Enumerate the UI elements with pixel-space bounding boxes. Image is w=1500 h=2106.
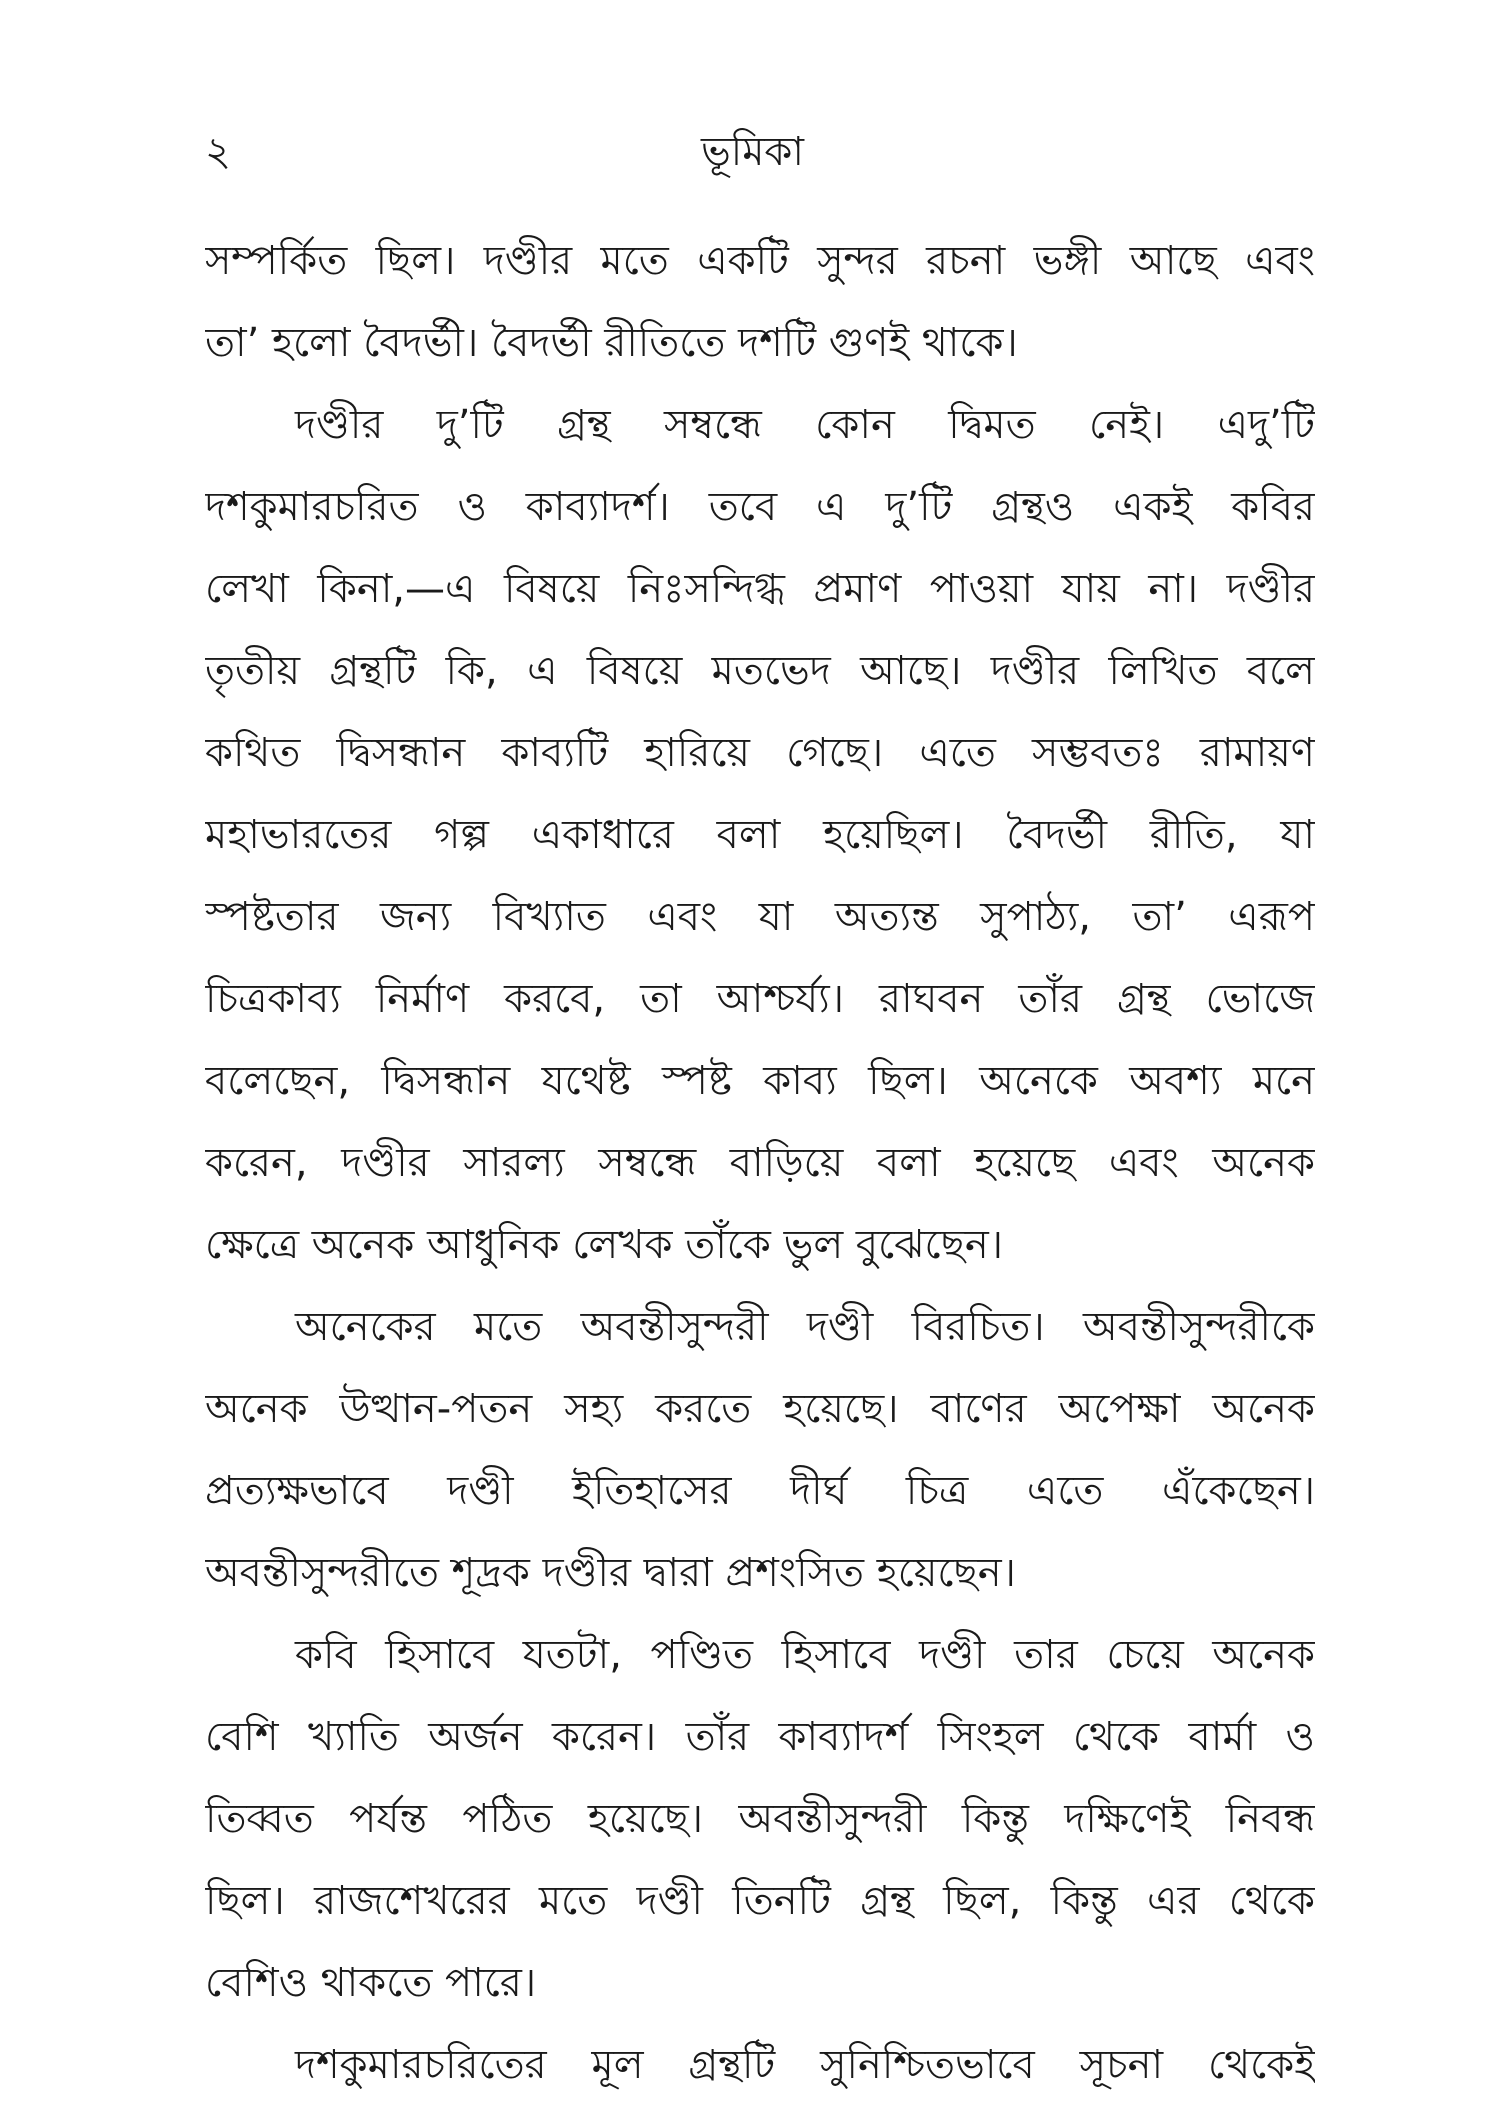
text-line: অনেক উত্থান-পতন সহ্য করতে হয়েছে। বাণের অপেক্ষা অনেক	[205, 1386, 1315, 1432]
text-line: তা’ হলো বৈদর্ভী। বৈদর্ভী রীতিতে দশটি গুণই থাকে।	[205, 320, 1018, 366]
text-line: অবন্তীসুন্দরীতে শূদ্রক দণ্ডীর দ্বারা প্রশংসিত হয়েছেন।	[205, 1550, 1016, 1596]
text-line: তিব্বত পর্যন্ত পঠিত হয়েছে। অবন্তীসুন্দরী কিন্তু দক্ষিণেই নিবন্ধ	[205, 1796, 1315, 1842]
text-line: বলেছেন, দ্বিসন্ধান যথেষ্ট স্পষ্ট কাব্য ছিল। অনেকে অবশ্য মনে	[205, 1058, 1315, 1104]
text-line: প্রত্যক্ষভাবে দণ্ডী ইতিহাসের দীর্ঘ চিত্র এতে এঁকেছেন।	[205, 1468, 1315, 1514]
text-line: বেশি খ্যাতি অর্জন করেন। তাঁর কাব্যাদর্শ সিংহল থেকে বার্মা ও	[205, 1714, 1315, 1760]
running-title: ভূমিকা	[700, 129, 805, 175]
text-line: সম্পর্কিত ছিল। দণ্ডীর মতে একটি সুন্দর রচনা ভঙ্গী আছে এবং	[205, 238, 1315, 284]
body-text	[205, 220, 1315, 2106]
text-line: তৃতীয় গ্রন্থটি কি, এ বিষয়ে মতভেদ আছে। দণ্ডীর লিখিত বলে	[205, 648, 1315, 694]
text-line: কথিত দ্বিসন্ধান কাব্যটি হারিয়ে গেছে। এতে সম্ভবতঃ রামায়ণ	[205, 730, 1315, 776]
text-line: করেন, দণ্ডীর সারল্য সম্বন্ধে বাড়িয়ে বলা হয়েছে এবং অনেক	[205, 1140, 1315, 1186]
paragraph-first-line: দণ্ডীর দু’টি গ্রন্থ সম্বন্ধে কোন দ্বিমত নেই। এদু’টি	[295, 402, 1315, 448]
text-line: মহাভারতের গল্প একাধারে বলা হয়েছিল। বৈদর্ভী রীতি, যা	[205, 812, 1315, 858]
page-header	[205, 120, 1300, 180]
text-line: ছিল। রাজশেখরের মতে দণ্ডী তিনটি গ্রন্থ ছিল, কিন্তু এর থেকে	[205, 1878, 1315, 1924]
text-line: ক্ষেত্রে অনেক আধুনিক লেখক তাঁকে ভুল বুঝেছেন।	[205, 1222, 1004, 1268]
text-line: লেখা কিনা,—এ বিষয়ে নিঃসন্দিগ্ধ প্রমাণ পাওয়া যায় না। দণ্ডীর	[205, 566, 1315, 612]
paragraph-first-line: দশকুমারচরিতের মূল গ্রন্থটি সুনিশ্চিতভাবে সূচনা থেকেই	[295, 2042, 1315, 2088]
text-line: চিত্রকাব্য নির্মাণ করবে, তা আশ্চর্য্য। রাঘবন তাঁর গ্রন্থ ভোজে	[205, 976, 1315, 1022]
paragraph-first-line: কবি হিসাবে যতটা, পণ্ডিত হিসাবে দণ্ডী তার চেয়ে অনেক	[295, 1632, 1315, 1678]
page-number: ২	[205, 129, 232, 175]
paragraph-first-line: অনেকের মতে অবন্তীসুন্দরী দণ্ডী বিরচিত। অবন্তীসুন্দরীকে	[295, 1304, 1315, 1350]
text-line: দশকুমারচরিত ও কাব্যাদর্শ। তবে এ দু’টি গ্রন্থও একই কবির	[205, 484, 1315, 530]
text-line: স্পষ্টতার জন্য বিখ্যাত এবং যা অত্যন্ত সুপাঠ্য, তা’ এরূপ	[205, 894, 1315, 940]
text-line: বেশিও থাকতে পারে।	[205, 1960, 537, 2006]
